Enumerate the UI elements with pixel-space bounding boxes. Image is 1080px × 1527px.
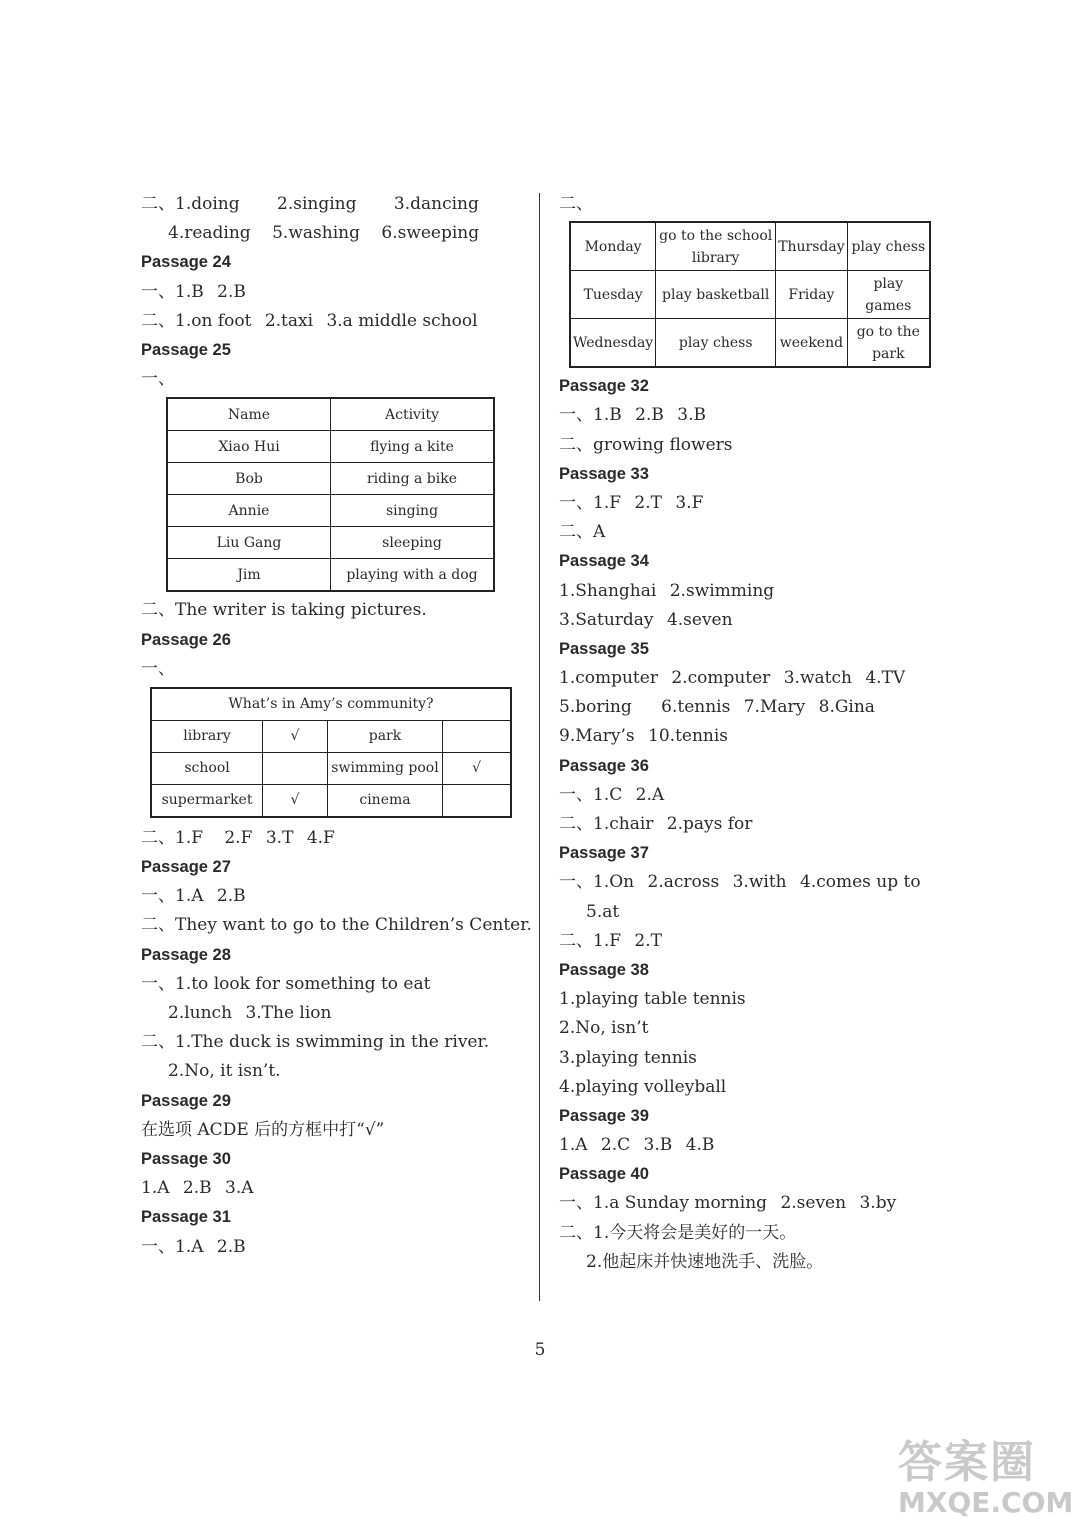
table-cell: play basketball <box>656 271 776 319</box>
answer-line: 5.boring 6.tennis 7.Mary 8.Gina <box>559 697 875 718</box>
answer-line: 一、1.F 2.T 3.F <box>559 492 704 513</box>
passage-heading: Passage 27 <box>141 858 231 877</box>
passage-heading: Passage 33 <box>559 464 649 483</box>
passage-heading: Passage 28 <box>141 945 231 964</box>
check-cell: √ <box>263 784 328 817</box>
table-cell: flying a kite <box>331 431 495 463</box>
table-row <box>570 222 930 271</box>
table-cell: Jim <box>167 559 331 592</box>
table-cell: sleeping <box>331 527 495 559</box>
check-cell <box>443 720 511 752</box>
answer-line: 二、The writer is taking pictures. <box>141 600 427 621</box>
answer-line: 1.computer 2.computer 3.watch 4.TV <box>559 668 906 689</box>
answer-line: 3.Saturday 4.seven <box>559 609 733 630</box>
answer-line: 4.reading 5.washing 6.sweeping <box>168 223 480 244</box>
activity-table <box>166 397 495 592</box>
answer-line: 一、1.B 2.B <box>141 281 246 302</box>
table-cell: go to the park <box>847 319 930 368</box>
table-cell: cinema <box>327 784 442 817</box>
answer-line: 二、1.F 2.T <box>559 930 662 951</box>
watermark-url: MXQE.COM <box>898 1486 1074 1519</box>
answer-line: 二、1.今天将会是美好的一天。 <box>559 1222 797 1243</box>
table-row <box>570 271 930 319</box>
answer-line: 3.playing tennis <box>559 1047 697 1068</box>
answer-line: 2.lunch 3.The lion <box>168 1003 332 1023</box>
table-cell: Wednesday <box>570 319 656 368</box>
check-cell <box>263 752 328 784</box>
section-marker: 一、 <box>141 369 175 390</box>
table-cell: Thursday <box>776 222 847 271</box>
answer-line: 二、1.doing 2.singing 3.dancing <box>141 194 479 214</box>
passage-heading: Passage 32 <box>559 377 649 396</box>
passage-heading: Passage 34 <box>559 552 649 571</box>
section-marker: 二、 <box>559 194 593 214</box>
answer-line: 一、1.B 2.B 3.B <box>559 405 706 426</box>
table-row <box>167 398 494 431</box>
answer-line: 二、A <box>559 522 606 543</box>
answer-line: 二、1.F 2.F 3.T 4.F <box>141 827 335 848</box>
watermark-title: 答案圈 <box>898 1437 1036 1488</box>
table-cell: Friday <box>776 271 847 319</box>
answer-line: 一、1.A 2.B <box>141 1236 246 1257</box>
answer-line: 一、1.On 2.across 3.with 4.comes up to <box>559 872 921 893</box>
table-row <box>151 688 511 721</box>
passage-heading: Passage 29 <box>141 1091 231 1110</box>
column-divider <box>539 193 540 1301</box>
table-cell: Tuesday <box>570 271 656 319</box>
answer-line: 2.No, it isn’t. <box>168 1061 281 1082</box>
table-title: What’s in Amy’s community? <box>151 688 511 721</box>
community-table <box>150 687 512 818</box>
answer-line: 一、1.A 2.B <box>141 886 246 907</box>
table-cell: playing with a dog <box>331 559 495 592</box>
table-row <box>167 463 494 495</box>
table-cell: school <box>151 752 263 784</box>
schedule-table <box>569 221 931 368</box>
answer-line: 1.playing table tennis <box>559 989 746 1010</box>
answer-line: 2.他起床并快速地洗手、洗脸。 <box>586 1251 824 1272</box>
table-row <box>151 752 511 784</box>
answer-line: 1.A 2.B 3.A <box>141 1178 254 1199</box>
table-cell: play chess <box>656 319 776 368</box>
table-cell: Liu Gang <box>167 527 331 559</box>
right-column <box>559 190 939 1277</box>
table-cell: supermarket <box>151 784 263 817</box>
answer-line: 1.Shanghai 2.swimming <box>559 580 775 601</box>
answer-line: 一、1.to look for something to eat <box>141 973 431 994</box>
table-cell: riding a bike <box>331 463 495 495</box>
answer-line: 二、They want to go to the Children’s Center. <box>141 915 532 936</box>
table-cell: play chess <box>847 222 930 271</box>
answer-line: 在选项 ACDE 后的方框中打“√” <box>141 1119 385 1140</box>
table-row <box>167 431 494 463</box>
answer-line: 二、1.The duck is swimming in the river. <box>141 1032 490 1053</box>
passage-heading: Passage 37 <box>559 844 649 863</box>
passage-heading: Passage 35 <box>559 639 649 658</box>
passage-heading: Passage 24 <box>141 253 231 272</box>
answer-line: 二、growing flowers <box>559 434 733 455</box>
table-cell: Bob <box>167 463 331 495</box>
table-header: Name <box>167 398 331 431</box>
answer-line: 5.at <box>586 901 620 922</box>
answer-line: 一、1.a Sunday morning 2.seven 3.by <box>559 1193 897 1214</box>
passage-heading: Passage 30 <box>141 1149 231 1168</box>
answer-line: 4.playing volleyball <box>559 1076 727 1097</box>
table-row <box>151 720 511 752</box>
table-cell: library <box>151 720 263 752</box>
check-cell <box>443 784 511 817</box>
page-number: 5 <box>534 1340 546 1360</box>
table-row <box>167 495 494 527</box>
table-row <box>151 784 511 817</box>
passage-heading: Passage 39 <box>559 1106 649 1125</box>
answer-line: 二、1.chair 2.pays for <box>559 814 753 834</box>
table-cell: Annie <box>167 495 331 527</box>
table-row <box>167 559 494 592</box>
table-cell: swimming pool <box>327 752 442 784</box>
check-cell: √ <box>443 752 511 784</box>
table-cell: play games <box>847 271 930 319</box>
table-cell: park <box>327 720 442 752</box>
table-cell: singing <box>331 495 495 527</box>
answer-line: 二、1.on foot 2.taxi 3.a middle school <box>141 310 478 331</box>
passage-heading: Passage 36 <box>559 756 649 775</box>
table-row <box>570 319 930 368</box>
passage-heading: Passage 40 <box>559 1165 649 1184</box>
check-cell: √ <box>263 720 328 752</box>
passage-heading: Passage 38 <box>559 960 649 979</box>
table-cell: go to the school library <box>656 222 776 271</box>
answer-line: 1.A 2.C 3.B 4.B <box>559 1135 715 1156</box>
passage-heading: Passage 31 <box>141 1208 231 1227</box>
table-header: Activity <box>331 398 495 431</box>
passage-heading: Passage 26 <box>141 630 231 649</box>
watermark-logo <box>898 1437 1078 1527</box>
table-row <box>167 527 494 559</box>
answer-line: 2.No, isn’t <box>559 1018 649 1039</box>
table-cell: weekend <box>776 319 847 368</box>
passage-heading: Passage 25 <box>141 340 231 359</box>
left-column <box>141 190 532 1262</box>
answer-line: 一、1.C 2.A <box>559 784 665 805</box>
table-cell: Monday <box>570 222 656 271</box>
section-marker: 一、 <box>141 658 175 679</box>
answer-line: 9.Mary’s 10.tennis <box>559 726 729 747</box>
table-cell: Xiao Hui <box>167 431 331 463</box>
